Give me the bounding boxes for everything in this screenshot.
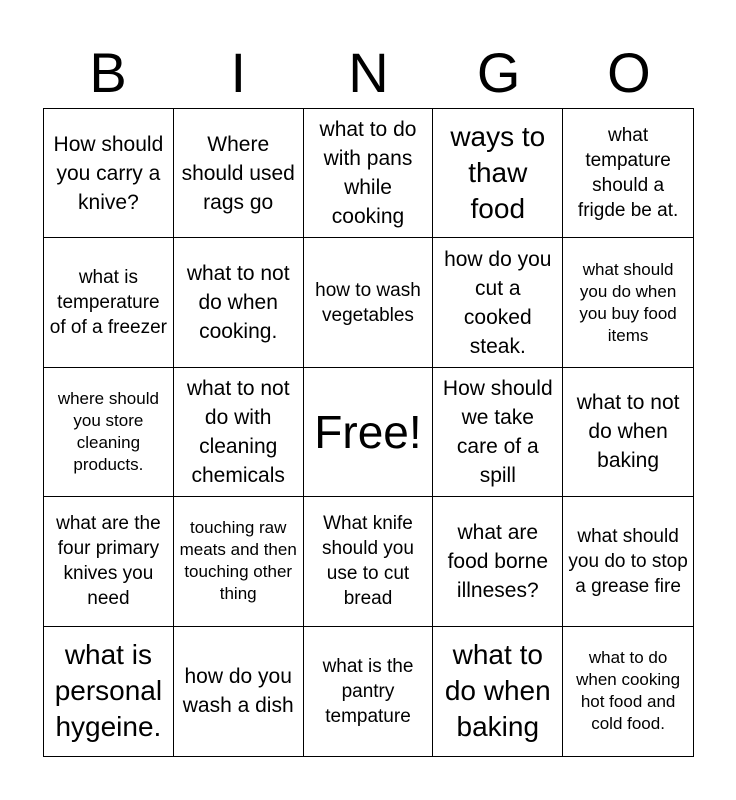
cell-text: what should you do to stop a grease fire	[568, 525, 688, 597]
bingo-cell[interactable]	[304, 238, 434, 367]
free-space-text: Free!	[314, 405, 422, 458]
bingo-cell[interactable]	[433, 109, 563, 238]
bingo-cell[interactable]	[433, 627, 563, 756]
header-letter-n: N	[348, 41, 389, 104]
bingo-board	[43, 108, 694, 757]
bingo-cell[interactable]	[304, 497, 434, 626]
cell-text: what to do when cooking hot food and cold food.	[576, 648, 681, 734]
bingo-cell[interactable]	[174, 497, 304, 626]
cell-text: what to do with pans while cooking	[319, 118, 417, 229]
cell-text: What knife should you use to cut bread	[322, 513, 414, 610]
cell-text: how do you wash a dish	[182, 665, 294, 718]
bingo-cell[interactable]	[174, 109, 304, 238]
cell-text: what to not do with cleaning chemicals	[186, 376, 290, 487]
bingo-cell[interactable]	[44, 238, 174, 367]
cell-text: how to wash vegetables	[315, 279, 421, 326]
cell-text: what are the four primary knives you need	[56, 513, 161, 610]
cell-text: what is temperature of of a freezer	[49, 267, 168, 339]
cell-text: Where should used rags go	[181, 132, 295, 214]
bingo-cell[interactable]	[174, 627, 304, 756]
header-letter-g: G	[476, 41, 521, 104]
bingo-header	[43, 38, 694, 108]
cell-text: what is personal hygeine.	[54, 639, 163, 743]
bingo-cell[interactable]	[563, 627, 693, 756]
header-letter-i: I	[230, 41, 247, 104]
bingo-cell[interactable]	[563, 109, 693, 238]
bingo-cell[interactable]	[44, 497, 174, 626]
bingo-cell[interactable]	[563, 368, 693, 497]
cell-text: what should you do when you buy food items	[579, 259, 677, 345]
cell-text: what to do when baking	[444, 639, 551, 743]
cell-text: what are food borne illneses?	[447, 520, 548, 602]
bingo-cell[interactable]	[44, 627, 174, 756]
bingo-cell[interactable]	[563, 238, 693, 367]
cell-text: what tempature should a frigde be at.	[577, 125, 679, 222]
bingo-cell[interactable]	[433, 497, 563, 626]
cell-text: How should you carry a knive?	[53, 132, 164, 214]
bingo-cell[interactable]	[174, 238, 304, 367]
bingo-cell[interactable]	[433, 238, 563, 367]
bingo-cell[interactable]	[563, 497, 693, 626]
cell-text: ways to thaw food	[450, 121, 546, 225]
cell-text: how do you cut a cooked steak.	[444, 247, 552, 358]
bingo-cell[interactable]	[44, 368, 174, 497]
cell-text: where should you store cleaning products.	[57, 388, 159, 474]
header-letter-o: O	[607, 41, 651, 104]
cell-text: what is the pantry tempature	[322, 655, 414, 727]
bingo-cell[interactable]	[433, 368, 563, 497]
cell-text: How should we take care of a spill	[442, 376, 553, 487]
cell-text: what to not do when cooking.	[186, 262, 290, 344]
cell-text: touching raw meats and then touching other thing	[179, 518, 297, 604]
free-space-cell[interactable]	[304, 368, 434, 497]
bingo-cell[interactable]	[174, 368, 304, 497]
bingo-cell[interactable]	[304, 627, 434, 756]
cell-text: what to not do when baking	[576, 391, 680, 473]
bingo-cell[interactable]	[44, 109, 174, 238]
bingo-cell[interactable]	[304, 109, 434, 238]
header-letter-b: B	[89, 41, 127, 104]
